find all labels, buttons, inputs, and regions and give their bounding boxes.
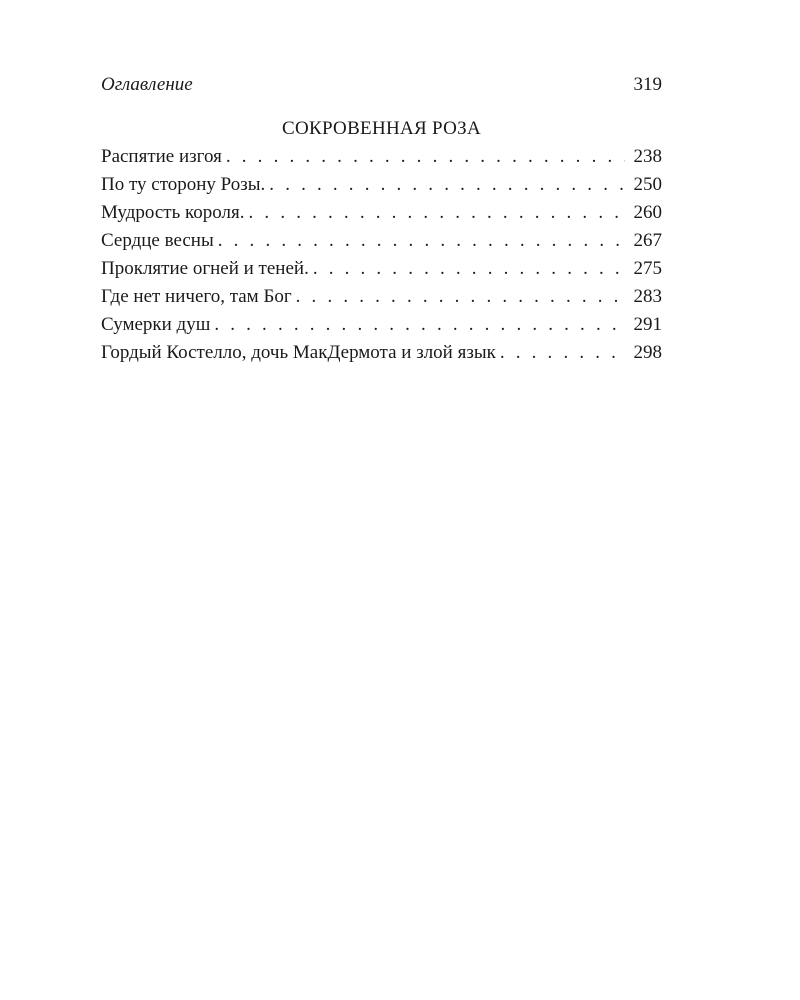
toc-entry-title: Мудрость короля.: [101, 202, 245, 223]
toc-entry-page: 267: [633, 230, 662, 251]
toc-entry: [101, 311, 662, 339]
toc-entry-page: 283: [633, 286, 662, 307]
toc-entry-title: Гордый Костелло, дочь МакДермота и злой язык: [101, 342, 496, 363]
dot-leader: [249, 199, 625, 227]
running-title: Оглавление: [101, 74, 193, 95]
toc-entry: [101, 143, 662, 171]
toc-entry-page: 238: [633, 146, 662, 167]
toc-entry-title: Сердце весны: [101, 230, 214, 251]
toc-entry-title: Где нет ничего, там Бог: [101, 286, 292, 307]
toc-entry: [101, 255, 662, 283]
toc-entry-page: 275: [633, 258, 662, 279]
toc-entry: [101, 199, 662, 227]
page-number: 319: [633, 74, 662, 95]
toc-entry-title: По ту сторону Розы.: [101, 174, 266, 195]
toc-entry-page: 298: [633, 342, 662, 363]
toc-entry: [101, 171, 662, 199]
dot-leader: [313, 255, 625, 283]
toc-entry-title: Сумерки душ: [101, 314, 211, 335]
toc-entry: [101, 227, 662, 255]
toc-entry-page: 250: [633, 174, 662, 195]
table-of-contents: [101, 143, 662, 367]
dot-leader: [226, 143, 625, 171]
dot-leader: [269, 171, 625, 199]
toc-entry: [101, 283, 662, 311]
toc-entry: [101, 339, 662, 367]
dot-leader: [296, 283, 625, 311]
toc-entry-title: Проклятие огней и теней.: [101, 258, 309, 279]
section-heading: СОКРОВЕННАЯ РОЗА: [281, 118, 481, 139]
dot-leader: [500, 339, 625, 367]
dot-leader: [218, 227, 625, 255]
toc-entry-title: Распятие изгоя: [101, 146, 222, 167]
toc-entry-page: 260: [633, 202, 662, 223]
dot-leader: [214, 311, 625, 339]
toc-entry-page: 291: [633, 314, 662, 335]
running-head: [101, 73, 662, 97]
